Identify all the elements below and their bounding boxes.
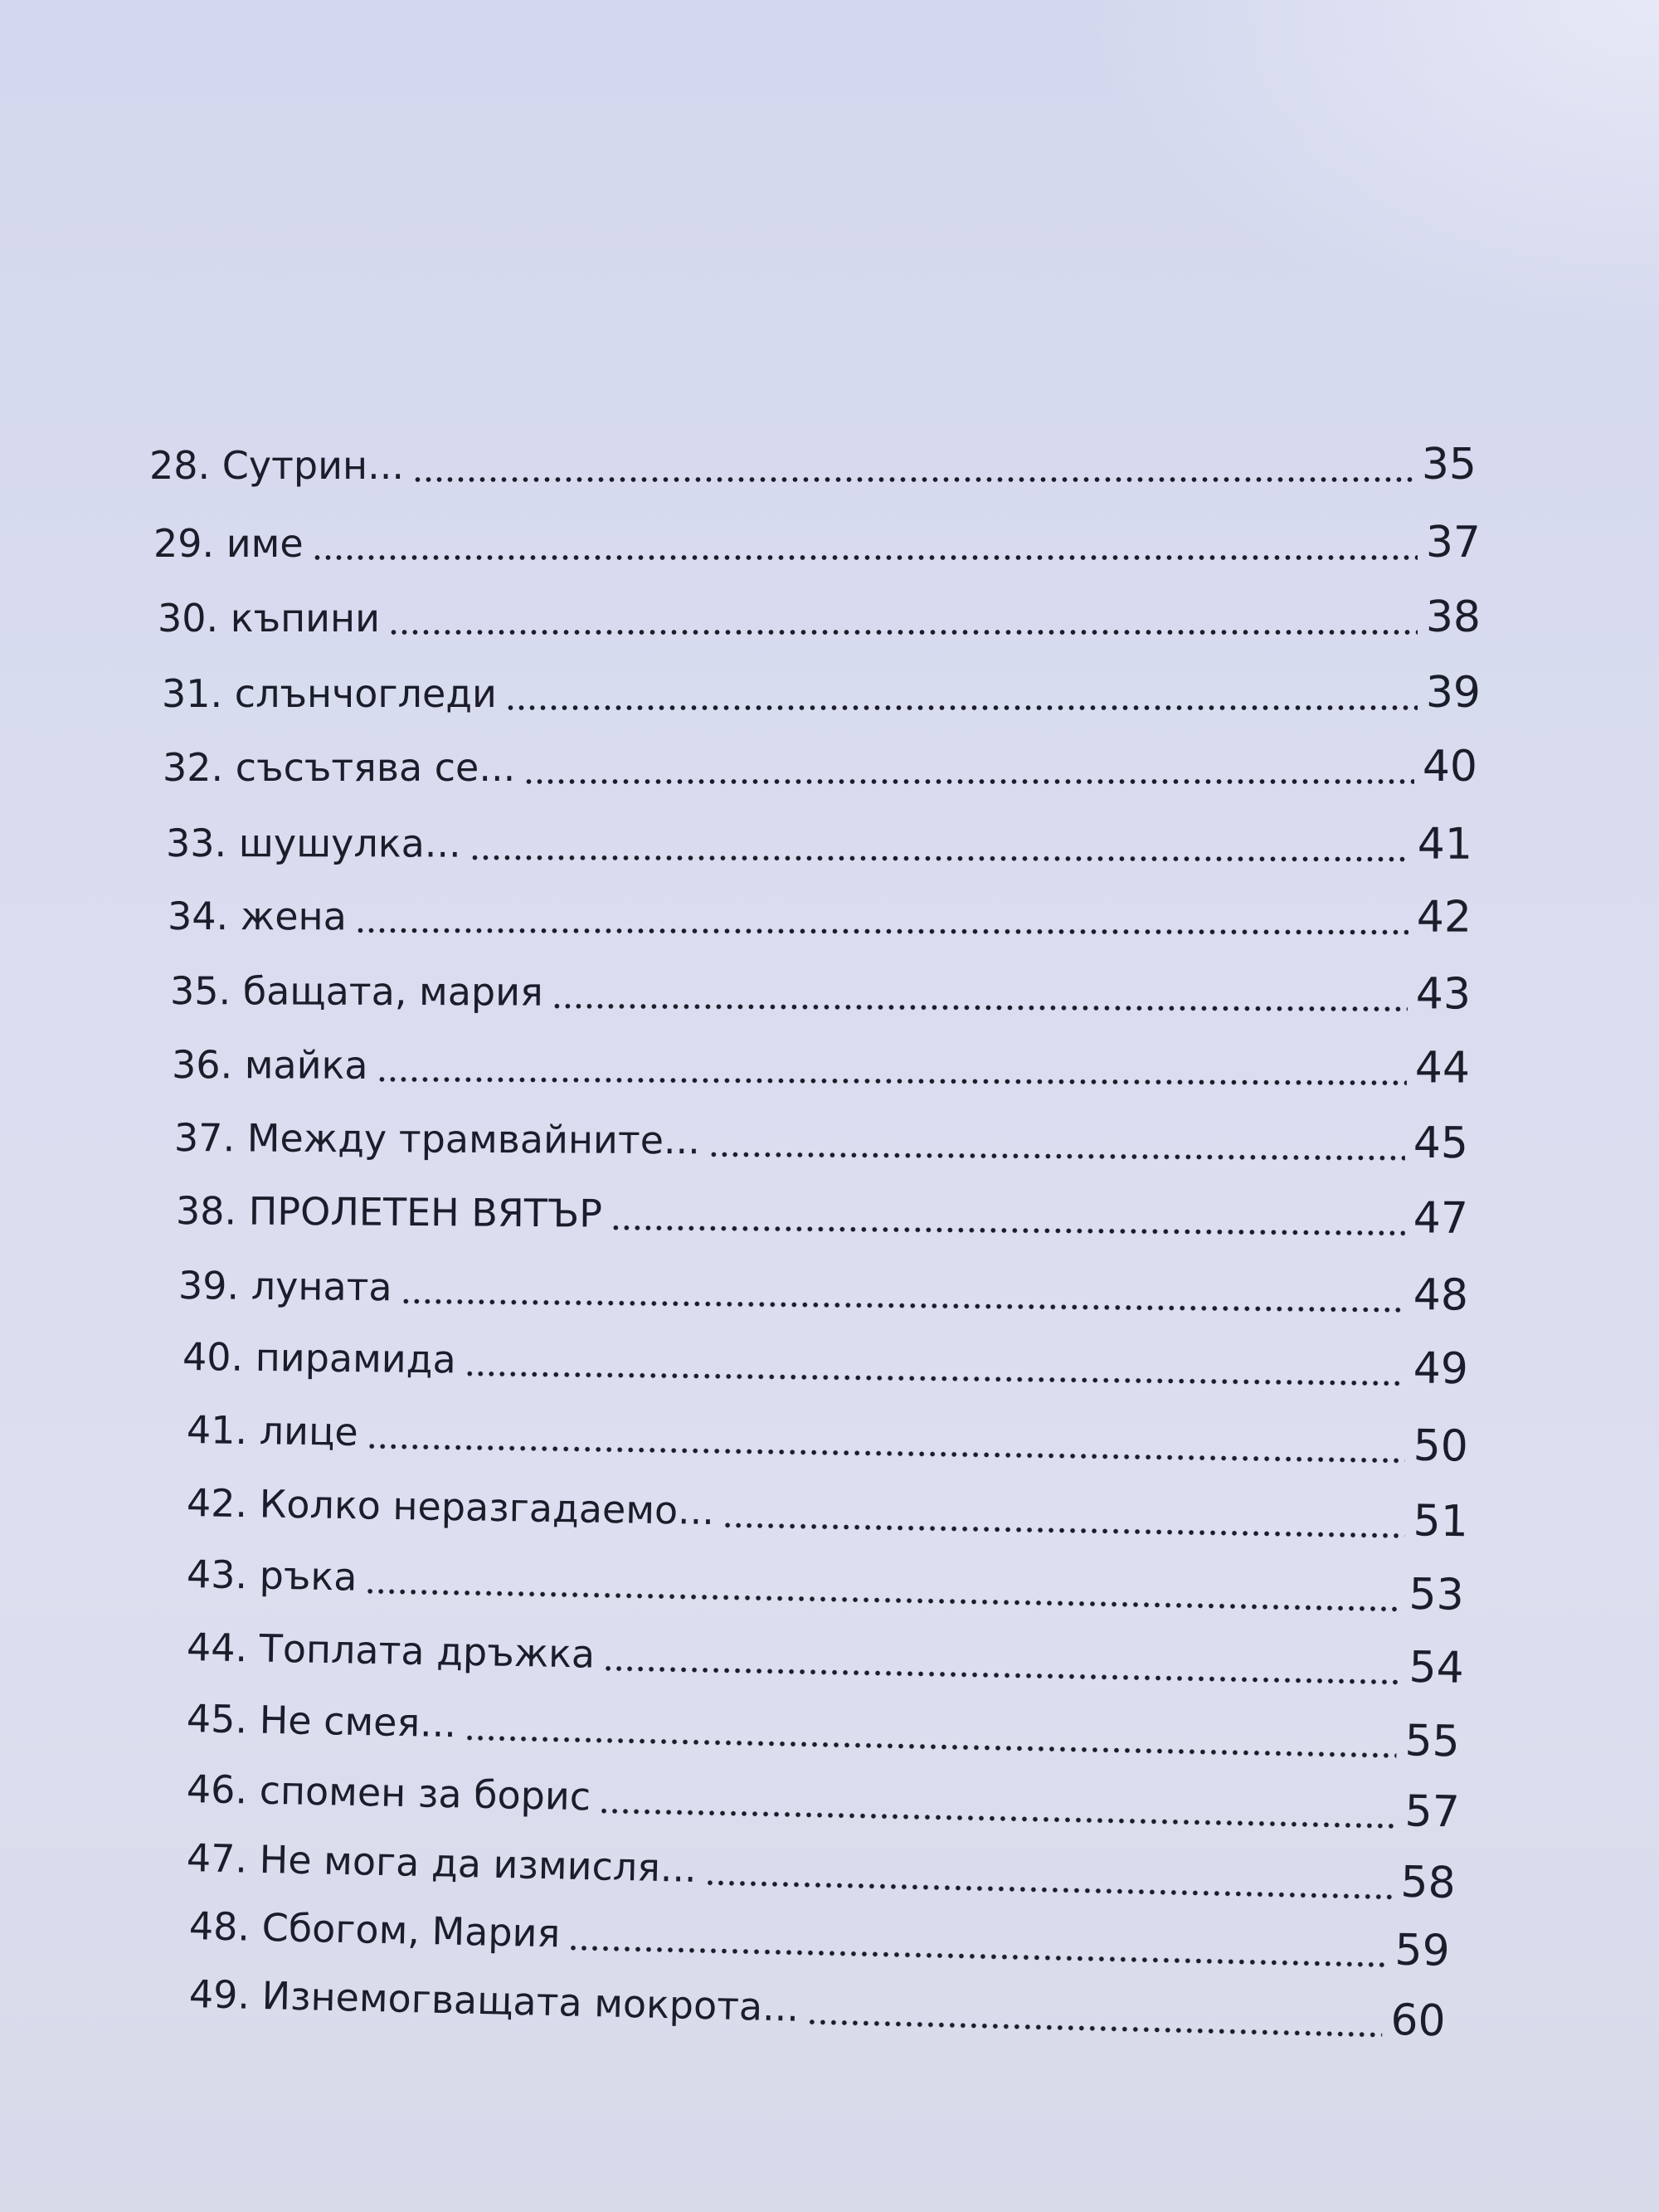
toc-entry — [174, 1104, 1468, 1177]
toc-entry-page-number: 40 — [1422, 742, 1477, 792]
toc-entry-label: име — [226, 521, 304, 566]
toc-entry-label: майка — [244, 1042, 368, 1088]
toc-dot-leader — [469, 852, 1409, 865]
toc-entry-number: 36. — [171, 1042, 233, 1088]
toc-entry-title — [188, 1893, 561, 1966]
toc-entry-page-number: 54 — [1408, 1642, 1465, 1693]
toc-entry-title — [168, 883, 347, 949]
toc-entry-number: 38. — [175, 1188, 237, 1234]
toc-dot-leader — [603, 1663, 1401, 1688]
toc-entry-label: Не смея... — [259, 1697, 457, 1747]
toc-entry — [172, 1030, 1470, 1101]
toc-entry — [170, 957, 1471, 1027]
toc-entry-title — [188, 1961, 800, 2041]
toc-dot-leader — [611, 1222, 1405, 1240]
toc-entry — [166, 809, 1472, 878]
toc-entry-title — [166, 810, 461, 877]
toc-dot-leader — [366, 1440, 1404, 1466]
toc-entry — [168, 882, 1472, 951]
toc-entry-page-number: 35 — [1421, 440, 1477, 490]
toc-entry-title — [163, 734, 515, 801]
toc-entry-number: 31. — [162, 671, 223, 716]
toc-entry-label: слънчогледи — [234, 671, 497, 716]
toc-entry-number: 33. — [165, 821, 227, 866]
toc-entry-page-number: 44 — [1414, 1043, 1471, 1094]
toc-dot-leader — [704, 1877, 1392, 1903]
toc-entry-label: жена — [240, 894, 347, 939]
toc-entry-title — [170, 957, 543, 1026]
toc-entry-title — [186, 1685, 457, 1756]
toc-dot-leader — [376, 1074, 1406, 1089]
toc-entry-label: ПРОЛЕТЕН ВЯТЪР — [248, 1188, 603, 1236]
toc-entry-number: 40. — [182, 1334, 244, 1380]
toc-entry-label: спомен за борис — [259, 1767, 591, 1820]
toc-entry-title — [186, 1469, 714, 1544]
toc-entry-title — [182, 1323, 457, 1392]
toc-entry-number: 44. — [186, 1625, 248, 1671]
toc-entry-title — [153, 510, 304, 577]
toc-entry-number: 39. — [178, 1263, 240, 1308]
toc-dot-leader — [465, 1732, 1397, 1761]
toc-entry-page-number: 59 — [1394, 1925, 1451, 1976]
toc-dot-leader — [388, 626, 1418, 638]
toc-entry-title — [186, 1825, 697, 1902]
toc-entry-label: Топлата дръжка — [259, 1625, 596, 1677]
toc-entry — [176, 1177, 1469, 1252]
toc-entry-page-number: 42 — [1416, 892, 1472, 943]
toc-entry-number: 46. — [186, 1766, 248, 1813]
toc-entry-page-number: 49 — [1413, 1343, 1469, 1395]
toc-entry-label: къпини — [230, 596, 381, 641]
toc-entry-page-number: 47 — [1413, 1193, 1469, 1244]
toc-entry-page-number: 38 — [1425, 592, 1481, 642]
toc-entry-title — [178, 1252, 392, 1320]
toc-entry-number: 35. — [169, 968, 231, 1014]
toc-entry-number: 37. — [173, 1115, 236, 1161]
toc-entry — [186, 1469, 1468, 1555]
toc-entry-number: 28. — [149, 443, 211, 488]
toc-entry-label: Колко неразгадаемо... — [259, 1481, 715, 1533]
toc-entry-number: 45. — [186, 1696, 248, 1742]
toc-entry-page-number: 55 — [1404, 1716, 1461, 1767]
toc-entry-label: Не мога да измисля... — [259, 1836, 698, 1891]
toc-dot-leader — [505, 702, 1418, 714]
toc-entry-label: ръка — [259, 1552, 358, 1600]
toc-dot-leader — [807, 2016, 1383, 2041]
toc-entry-page-number: 45 — [1413, 1118, 1469, 1169]
toc-entry-label: съсътява се... — [235, 745, 516, 790]
toc-entry-label: Сутрин... — [221, 443, 404, 488]
toc-dot-leader — [523, 776, 1414, 787]
toc-entry-page-number: 60 — [1389, 1995, 1447, 2047]
toc-entry-number: 48. — [188, 1903, 251, 1950]
toc-dot-leader — [708, 1148, 1405, 1163]
toc-entry — [153, 509, 1481, 576]
toc-dot-leader — [464, 1368, 1404, 1390]
toc-entry-page-number: 41 — [1417, 819, 1473, 870]
toc-entry-number: 41. — [186, 1407, 248, 1454]
toc-entry-label: лице — [259, 1408, 359, 1454]
toc-entry-number: 47. — [186, 1835, 248, 1882]
toc-dot-leader — [722, 1519, 1405, 1542]
toc-entry — [186, 1540, 1464, 1629]
toc-entry-title — [186, 1614, 596, 1688]
toc-entry-title — [186, 1396, 358, 1465]
toc-entry — [158, 584, 1481, 650]
toc-dot-leader — [355, 924, 1408, 938]
toc-entry-number: 30. — [158, 596, 219, 641]
toc-entry-title — [162, 660, 497, 727]
toc-entry-number: 34. — [167, 894, 229, 939]
toc-entry-label: Изнемогващата мокрота... — [261, 1972, 800, 2030]
toc-entry-number: 29. — [153, 521, 215, 566]
toc-entry-page-number: 48 — [1413, 1269, 1469, 1321]
toc-entry-page-number: 58 — [1399, 1857, 1457, 1909]
toc-entry-label: Между трамвайните... — [246, 1115, 701, 1163]
toc-entry — [182, 1323, 1469, 1402]
toc-entry-label: Сбогом, Мария — [261, 1904, 561, 1956]
toc-entry-label: бащата, мария — [242, 968, 543, 1015]
toc-entry-number: 49. — [188, 1971, 251, 2018]
toc-entry-page-number: 43 — [1415, 969, 1472, 1020]
toc-dot-leader — [412, 474, 1413, 485]
toc-dot-leader — [312, 552, 1418, 563]
toc-entry-title — [172, 1031, 368, 1099]
toc-entry-label: шушулка... — [238, 821, 461, 866]
toc-dot-leader — [365, 1586, 1400, 1615]
toc-entry — [149, 431, 1477, 498]
toc-entry — [178, 1251, 1469, 1329]
toc-entry-title — [149, 432, 404, 499]
toc-entry-title — [174, 1104, 700, 1173]
toc-entry-title — [158, 585, 380, 651]
toc-dot-leader — [568, 1942, 1387, 1971]
toc-entry-number: 32. — [163, 745, 224, 790]
toc-entry-title — [186, 1756, 591, 1830]
toc-entry-label: луната — [251, 1263, 392, 1310]
toc-entry — [162, 660, 1481, 726]
toc-entry-title — [176, 1177, 603, 1247]
toc-entry-page-number: 37 — [1425, 518, 1481, 568]
toc-entry-title — [186, 1541, 358, 1610]
toc-entry-number: 43. — [186, 1552, 248, 1598]
toc-entry — [163, 733, 1477, 800]
toc-entry-page-number: 39 — [1425, 668, 1481, 718]
toc-entry-page-number: 57 — [1404, 1786, 1461, 1838]
toc-dot-leader — [599, 1805, 1397, 1832]
toc-entry-page-number: 53 — [1408, 1569, 1465, 1620]
toc-entry-number: 42. — [186, 1480, 248, 1527]
toc-entry-label: пирамида — [255, 1334, 456, 1382]
toc-entry-page-number: 50 — [1413, 1420, 1469, 1472]
toc-entry — [186, 1396, 1468, 1480]
toc-dot-leader — [400, 1295, 1404, 1316]
toc-dot-leader — [552, 1001, 1408, 1016]
toc-entry-page-number: 51 — [1413, 1496, 1469, 1547]
